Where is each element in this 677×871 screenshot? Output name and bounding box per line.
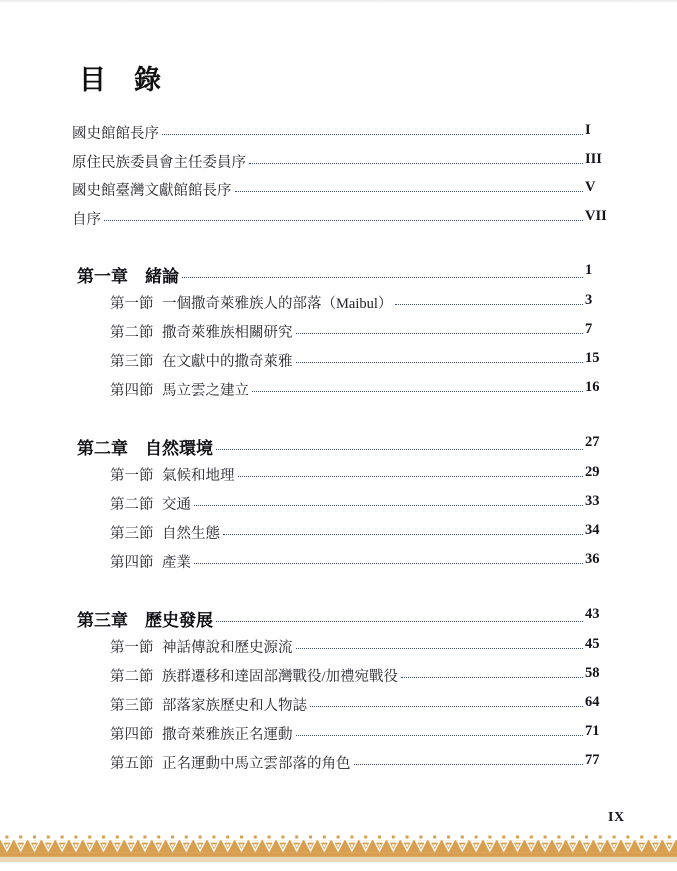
section-title: 產業: [162, 555, 191, 571]
section-number: 第一節: [110, 640, 154, 656]
section-title: 族群遷移和達固部灣戰役/加禮宛戰役: [162, 669, 399, 685]
dot-leader: [296, 361, 584, 363]
page-title: 目 錄: [79, 65, 162, 95]
front-matter-page-number: III: [585, 150, 602, 167]
section-label: [110, 350, 293, 371]
dot-leader: [296, 647, 584, 649]
section-page-number: 15: [585, 350, 600, 366]
section-page-number: 33: [585, 493, 600, 509]
section-label: [110, 551, 191, 572]
section-number: 第二節: [110, 669, 154, 685]
toc-section-entry[interactable]: [0, 636, 677, 665]
section-number: 第三節: [110, 526, 154, 542]
dot-leader: [194, 504, 583, 506]
decorative-border: [0, 831, 677, 871]
section-title: 神話傳說和歷史源流: [162, 640, 293, 656]
section-title: 撒奇萊雅族正名運動: [162, 727, 293, 743]
toc-section-entry[interactable]: [0, 723, 677, 752]
border-base-rail: [0, 857, 677, 862]
section-page-number: 34: [585, 522, 600, 538]
section-number: 第四節: [110, 555, 154, 571]
front-matter-label: 國史館臺灣文獻館館長序: [72, 183, 232, 199]
chapter-page-number: 27: [585, 434, 600, 450]
section-title: 自然生態: [162, 526, 220, 542]
toc-front-matter-entry[interactable]: [0, 151, 677, 180]
front-matter-page-number: I: [585, 122, 591, 138]
section-title: 馬立雲之建立: [162, 383, 249, 399]
section-page-number: 3: [585, 292, 593, 308]
toc-section-entry[interactable]: [0, 665, 677, 694]
section-label: [110, 321, 293, 342]
toc-section-entry[interactable]: [0, 350, 677, 379]
section-number: 第一節: [110, 296, 154, 312]
dot-leader: [223, 533, 583, 535]
section-number: 第三節: [110, 698, 154, 714]
section-title: 交通: [162, 497, 191, 513]
dot-leader: [104, 219, 583, 221]
dot-leader: [249, 162, 583, 164]
front-matter-label: 原住民族委員會主任委員序: [72, 154, 246, 171]
dot-leader: [235, 190, 584, 192]
dot-leader: [216, 620, 583, 622]
toc-chapter-entry[interactable]: [0, 434, 677, 464]
section-page-number: 16: [585, 379, 600, 395]
chapter-label: 第三章 歷史發展: [77, 611, 213, 630]
section-number: 第一節: [110, 468, 154, 484]
front-matter-label: 自序: [72, 211, 101, 228]
chapter-page-number: 1: [585, 262, 593, 278]
section-number: 第二節: [110, 325, 154, 341]
page-number: IX: [608, 810, 625, 825]
section-number: 第三節: [110, 354, 154, 370]
section-label: [110, 694, 307, 715]
toc-section-entry[interactable]: [0, 694, 677, 723]
toc-section-entry[interactable]: [0, 321, 677, 350]
dot-leader: [296, 332, 584, 334]
toc-section-entry[interactable]: [0, 522, 677, 551]
dot-leader: [182, 276, 583, 278]
section-page-number: 77: [585, 752, 600, 768]
toc-section-entry[interactable]: [0, 493, 677, 522]
dot-leader: [238, 475, 584, 477]
section-number: 第二節: [110, 497, 154, 513]
section-title: 氣候和地理: [162, 468, 235, 484]
toc-chapter-entry[interactable]: [0, 262, 677, 292]
section-title: 撒奇萊雅族相關研究: [162, 325, 293, 341]
section-label: [110, 723, 293, 744]
toc-section-entry[interactable]: [0, 464, 677, 493]
chapter-label: 第二章 自然環境: [77, 439, 213, 458]
section-label: [110, 464, 235, 485]
dot-leader: [194, 562, 583, 564]
section-page-number: 29: [585, 464, 600, 480]
section-title: 正名運動中馬立雲部落的角色: [162, 756, 351, 772]
section-page-number: 36: [585, 551, 600, 567]
section-page-number: 64: [585, 694, 600, 710]
toc-section-entry[interactable]: [0, 752, 677, 781]
dot-leader: [252, 390, 583, 392]
section-title: 部落家族歷史和人物誌: [162, 698, 307, 714]
toc-section-entry[interactable]: [0, 379, 677, 408]
front-matter-label: 國史館館長序: [72, 126, 159, 142]
chapter-page-number: 43: [585, 606, 600, 622]
section-page-number: 58: [585, 665, 600, 681]
section-label: [110, 752, 351, 773]
dot-leader: [216, 448, 583, 450]
toc-section-entry[interactable]: [0, 292, 677, 321]
dot-leader: [162, 133, 583, 135]
triangle-pattern-icon: [0, 835, 677, 859]
section-number: 第四節: [110, 383, 154, 399]
chapter-label: 第一章 緒論: [77, 267, 179, 286]
section-title: 在文獻中的撒奇萊雅: [162, 354, 293, 370]
section-label: [110, 522, 220, 543]
toc-section-entry[interactable]: [0, 551, 677, 580]
front-matter-page-number: V: [585, 179, 596, 195]
section-label: [110, 292, 392, 313]
toc-front-matter-entry[interactable]: [0, 122, 677, 151]
toc-entries-list: [0, 122, 677, 781]
section-number: 第五節: [110, 756, 154, 772]
section-page-number: 45: [585, 636, 600, 652]
dot-leader: [296, 734, 584, 736]
section-page-number: 7: [585, 321, 593, 337]
toc-chapter-entry[interactable]: [0, 606, 677, 636]
section-label: [110, 665, 398, 686]
section-label: [110, 379, 249, 400]
section-label: [110, 493, 191, 514]
section-label: [110, 636, 293, 657]
section-page-number: 71: [585, 723, 600, 739]
toc-front-matter-entry[interactable]: [0, 208, 677, 237]
toc-front-matter-entry[interactable]: [0, 179, 677, 208]
section-title: 一個撒奇萊雅族人的部落（Maibul）: [162, 296, 393, 312]
front-matter-page-number: VII: [585, 207, 607, 224]
section-number: 第四節: [110, 727, 154, 743]
